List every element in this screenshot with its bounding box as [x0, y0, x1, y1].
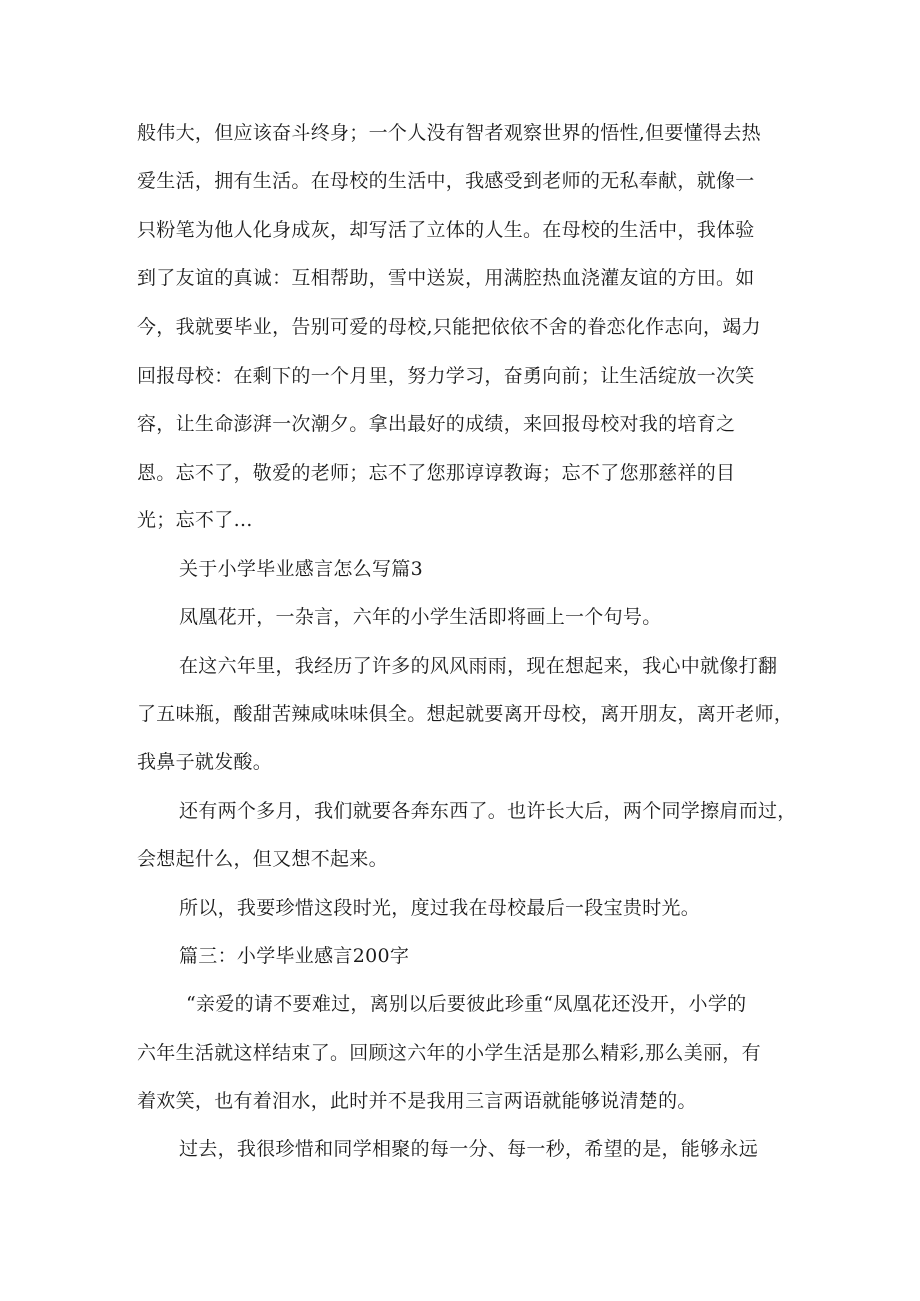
paragraph-start: 在这六年里，我经历了许多的风风雨雨，现在想起来，我心中就像打翻 — [179, 655, 778, 677]
text-line: 恩。忘不了，敬爱的老师；忘不了您那谆谆教诲；忘不了您那慈祥的目 — [137, 462, 736, 484]
paragraph-start: “亲爱的请不要难过，离别以后要彼此珍重“凤凰花还没开，小学的 — [186, 993, 747, 1015]
text-line: 光；忘不了… — [137, 509, 253, 531]
paragraph-start: 过去，我很珍惜和同学相聚的每一分、每一秒，希望的是，能够永远 — [179, 1138, 759, 1160]
text-line: 爱生活，拥有生活。在母校的生活中，我感受到老师的无私奉献，就像一 — [137, 170, 755, 192]
text-line: 着欢笑，也有着泪水，此时并不是我用三言两语就能够说清楚的。 — [137, 1090, 697, 1112]
section-heading: 篇三：小学毕业感言200字 — [179, 945, 410, 967]
paragraph-start: 所以，我要珍惜这段时光，度过我在母校最后一段宝贵时光。 — [179, 897, 701, 919]
text-line: 般伟大，但应该奋斗终身；一个人没有智者观察世界的悟性,但要懂得去热 — [137, 122, 761, 144]
text-line: 六年生活就这样结束了。回顾这六年的小学生活是那么精彩,那么美丽，有 — [137, 1042, 761, 1064]
text-line: 今，我就要毕业，告别可爱的母校,只能把依依不舍的眷恋化作志向，竭力 — [137, 316, 761, 338]
text-line: 只粉笔为他人化身成灰，却写活了立体的人生。在母校的生活中，我体验 — [137, 219, 755, 241]
paragraph-start: 还有两个多月，我们就要各奔东西了。也许长大后，两个同学擦肩而过， — [179, 800, 797, 822]
text-line: 会想起什么，但又想不起来。 — [137, 848, 388, 870]
text-line: 容，让生命澎湃一次潮夕。拿出最好的成绩，来回报母校对我的培育之 — [137, 413, 736, 435]
section-heading: 关于小学毕业感言怎么写篇3 — [179, 558, 423, 580]
paragraph-start: 凤凰花开，一杂言，六年的小学生活即将画上一个句号。 — [179, 606, 662, 628]
text-line: 到了友谊的真诚：互相帮助，雪中送炭，用满腔热血浇灌友谊的方田。如 — [137, 267, 755, 289]
text-line: 我鼻子就发酸。 — [137, 751, 273, 773]
text-line: 回报母校：在剩下的一个月里，努力学习，奋勇向前；让生活绽放一次笑 — [137, 365, 755, 387]
text-line: 了五味瓶，酸甜苦辣咸味味俱全。想起就要离开母校，离开朋友，离开老师， — [137, 703, 794, 725]
